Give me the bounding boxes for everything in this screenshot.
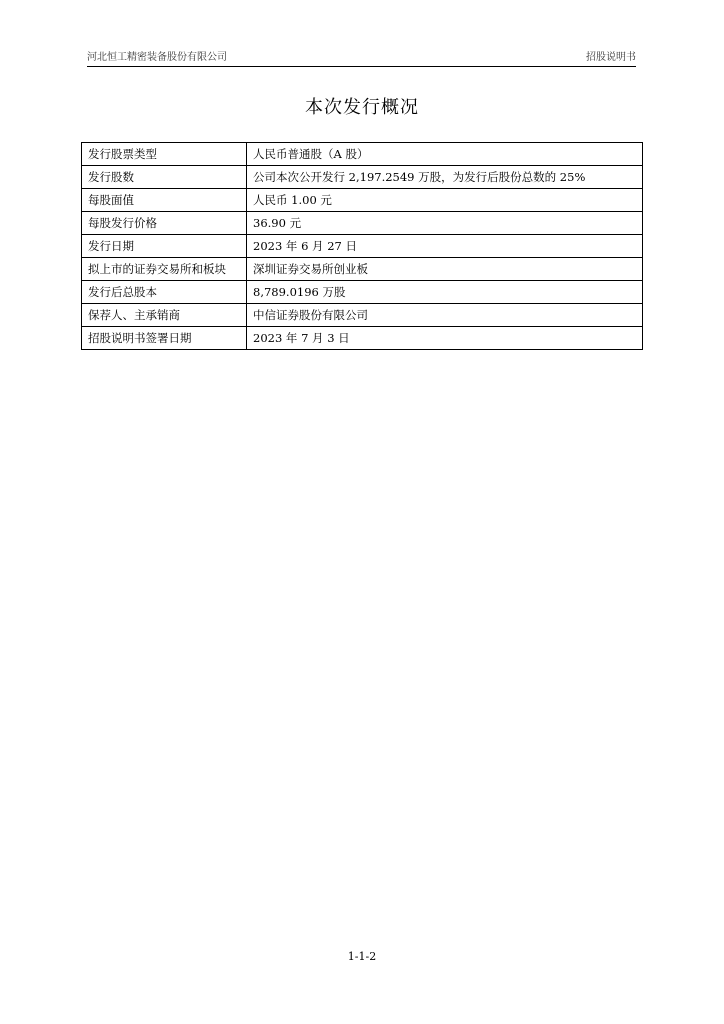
row-label: 发行日期 (82, 235, 247, 258)
row-value: 2023 年 6 月 27 日 (247, 235, 643, 258)
row-value: 8,789.0196 万股 (247, 281, 643, 304)
row-label: 每股发行价格 (82, 212, 247, 235)
page-title: 本次发行概况 (305, 97, 419, 118)
page-header (87, 50, 636, 67)
header-document-type: 招股说明书 (586, 52, 636, 63)
table-row (82, 235, 643, 258)
table-row (82, 281, 643, 304)
row-value: 中信证券股份有限公司 (247, 304, 643, 327)
table-row (82, 304, 643, 327)
table-row (82, 212, 643, 235)
table-row (82, 258, 643, 281)
row-label: 发行股票类型 (82, 143, 247, 166)
table-row (82, 327, 643, 350)
offering-summary-table (81, 142, 643, 350)
table-row (82, 189, 643, 212)
row-label: 每股面值 (82, 189, 247, 212)
table-row (82, 143, 643, 166)
row-label: 发行股数 (82, 166, 247, 189)
row-value: 深圳证券交易所创业板 (247, 258, 643, 281)
row-label: 拟上市的证券交易所和板块 (82, 258, 247, 281)
row-label: 招股说明书签署日期 (82, 327, 247, 350)
header-company-name: 河北恒工精密装备股份有限公司 (87, 52, 227, 63)
page-number: 1-1-2 (347, 950, 377, 963)
table-row (82, 166, 643, 189)
row-value: 公司本次公开发行 2,197.2549 万股，为发行后股份总数的 25% (247, 166, 643, 189)
row-label: 保荐人、主承销商 (82, 304, 247, 327)
row-value: 人民币普通股（A 股） (247, 143, 643, 166)
row-value: 36.90 元 (247, 212, 643, 235)
row-label: 发行后总股本 (82, 281, 247, 304)
row-value: 人民币 1.00 元 (247, 189, 643, 212)
row-value: 2023 年 7 月 3 日 (247, 327, 643, 350)
